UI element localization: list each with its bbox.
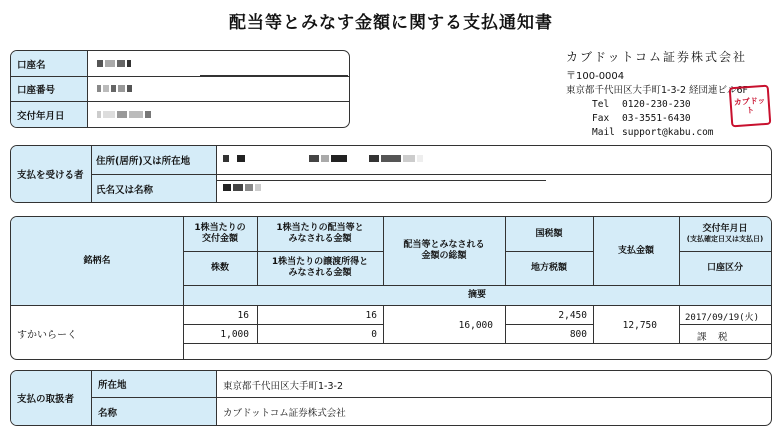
header-per-share-issue: 1株当たりの 交付金額 (194, 223, 246, 244)
fax-label: Fax (592, 113, 610, 124)
recipient-name-redacted (223, 184, 263, 191)
handler-box (10, 370, 772, 426)
handler-location-label: 所在地 (92, 371, 216, 397)
company-postal: 〒100-0004 (566, 71, 625, 82)
header-account-type: 口座区分 (706, 262, 743, 273)
company-name: カブドットコム証券株式会社 (566, 50, 748, 64)
header-stock-name: 銘柄名 (83, 255, 111, 266)
issue-date-value: 2017/09/19(火) (685, 313, 760, 323)
stock-name-value: すかいらーく (17, 330, 77, 341)
local-tax-value: 800 (569, 329, 587, 340)
account-number-label: 口座番号 (11, 77, 87, 101)
company-address: 東京都千代田区大手町1-3-2 経団連ビル6F (566, 85, 749, 96)
handler-name-value: カブドットコム証券株式会社 (223, 408, 346, 419)
header-local-tax: 地方税額 (530, 262, 567, 273)
page-title: 配当等とみなす金額に関する支払通知書 (229, 13, 553, 33)
national-tax-value: 2,450 (558, 310, 587, 321)
per-share-transfer-value: 0 (371, 329, 377, 340)
header-national-tax: 国税額 (535, 228, 563, 239)
company-mail: support@kabu.com (622, 127, 714, 138)
per-share-dividend-value: 16 (365, 310, 377, 321)
company-seal-icon: カブドット (729, 85, 772, 128)
account-info-box (10, 50, 350, 128)
recipient-box (10, 145, 772, 203)
tel-label: Tel (592, 99, 610, 110)
recipient-address-redacted (223, 155, 425, 162)
header-per-share-dividend: 1株当たりの配当等と みなされる金額 (276, 223, 364, 244)
recipient-group-label: 支払を受ける者 (11, 146, 91, 202)
account-type-value: 課 税 (697, 332, 728, 343)
header-per-share-transfer: 1株当たりの譲渡所得と みなされる金額 (271, 257, 369, 278)
account-name-redacted (97, 60, 133, 67)
company-tel: 0120-230-230 (622, 99, 691, 110)
total-dividend-value: 16,000 (458, 320, 493, 331)
handler-name-label: 名称 (92, 398, 216, 425)
header-total-dividend: 配当等とみなされる 金額の総額 (403, 240, 485, 261)
mail-label: Mail (592, 127, 615, 138)
account-number-redacted (97, 85, 134, 92)
recipient-name-label: 氏名又は名称 (92, 175, 216, 202)
account-name-label: 口座名 (11, 51, 87, 76)
handler-location-value: 東京都千代田区大手町1-3-2 (223, 381, 343, 392)
header-issue-date-sub: (支払確定日又は支払日) (686, 235, 764, 243)
company-fax: 03-3551-6430 (622, 113, 691, 124)
issue-date-redacted (97, 111, 153, 118)
recipient-address-label: 住所(居所)又は所在地 (92, 146, 216, 174)
header-payment: 支払金額 (617, 245, 654, 256)
shares-value: 1,000 (220, 329, 249, 340)
header-summary: 摘要 (467, 289, 486, 300)
header-shares: 株数 (210, 262, 229, 273)
per-share-issue-value: 16 (237, 310, 249, 321)
issue-date-label: 交付年月日 (11, 102, 87, 127)
payment-value: 12,750 (622, 320, 657, 331)
dividend-table (10, 216, 772, 360)
handler-group-label: 支払の取扱者 (11, 371, 91, 425)
header-issue-date: 交付年月日 (支払確定日又は支払日) (686, 224, 764, 243)
